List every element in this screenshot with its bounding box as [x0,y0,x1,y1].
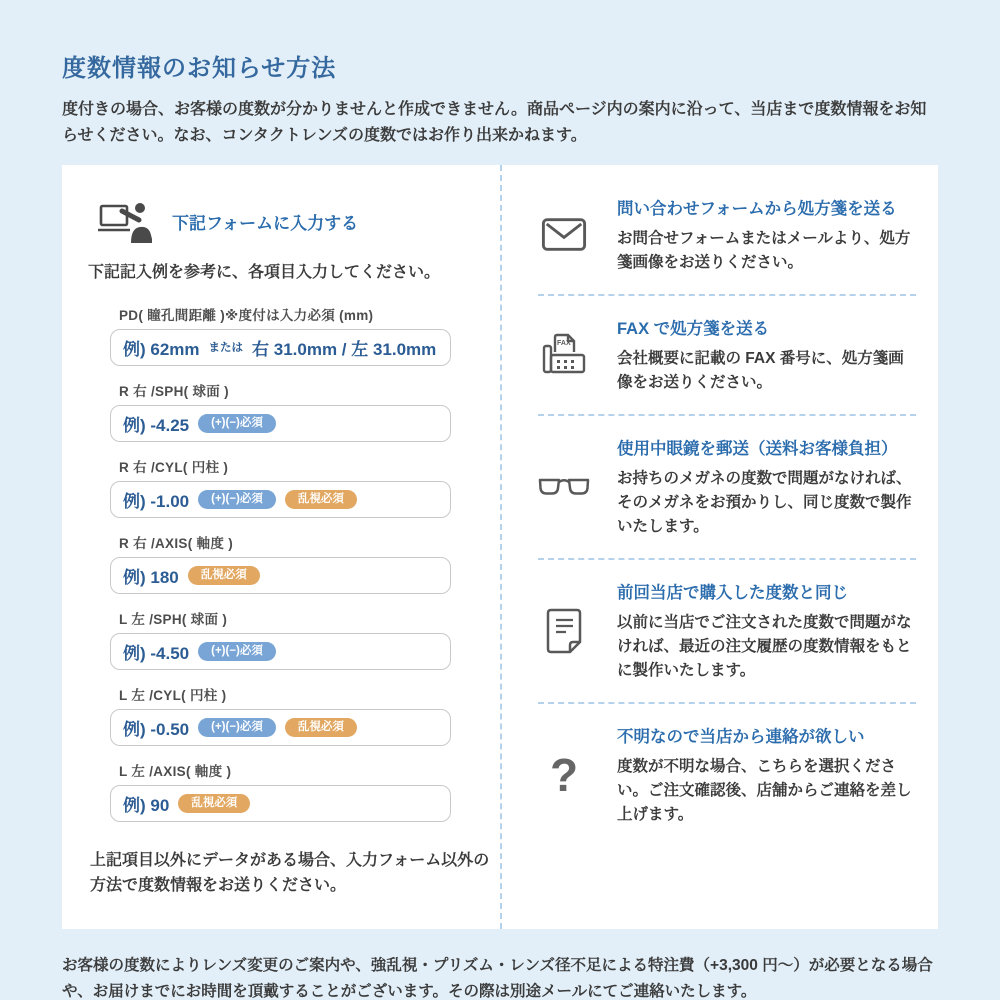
method-title: 不明なので当店から連絡が欲しい [617,727,865,746]
l-cyl-example-box [110,709,451,746]
methods-card [62,165,938,929]
fax-icon [538,332,590,378]
question-mark-icon [538,748,590,801]
method-title: 前回当店で購入した度数と同じ [617,583,848,602]
method-text [617,435,918,539]
field-label: R 右 /SPH( 球面 ) [119,383,229,399]
intro-text: 度付きの場合、お客様の度数が分かりませんと作成できません。商品ページ内の案内に沿って、当店まで度数情報をお知らせください。なお、コンタクトレンズの度数ではお作り出来かねます。 [62,101,927,144]
example-or-text: または [208,342,244,355]
dashed-divider [538,558,916,560]
form-column [62,165,500,929]
example-value: 例) -1.00 [123,491,190,511]
svg-text:FAX: FAX [557,339,571,347]
l-axis-example-box [110,785,451,822]
form-instruction: 下記記入例を参考に、各項目入力してください。 [88,263,441,281]
method-description: 度数が不明な場合、こちらを選択ください。ご注文確認後、店舗からご連絡を差し上げます。 [617,757,912,823]
method-text [617,195,918,275]
method-text [617,579,918,683]
field-group-l-axis [110,760,451,822]
field-label: L 左 /SPH( 球面 ) [119,611,228,627]
dashed-divider [538,294,916,296]
r-axis-example-box [110,557,451,594]
method-mail-glasses [538,435,918,539]
question-mark-glyph: ? [549,748,579,801]
document-icon [538,607,590,655]
plus-minus-required-badge: (+)(−)必須 [198,490,276,510]
method-contact-me [538,723,918,827]
r-cyl-example-box [110,481,451,518]
example-value: 例) 62mm [123,339,200,359]
example-value: 例) -4.50 [123,643,190,663]
example-value: 例) 180 [123,567,179,587]
plus-minus-required-badge: (+)(−)必須 [198,718,276,738]
method-text [617,315,918,395]
glasses-icon [538,476,590,498]
footer-note: お客様の度数によりレンズ変更のご案内や、強乱視・プリズム・レンズ径不足による特注費（+3,300 円～）が必要となる場合や、お届けまでにお時間を頂戴することがございます。その際は別途メールにてご連絡いたします。 [62,957,933,1000]
method-title: 問い合わせフォームから処方箋を送る [617,199,897,218]
page-title: 度数情報のお知らせ方法 [62,55,337,82]
method-previous-order [538,579,918,683]
field-label: PD( 瞳孔間距離 )※度付は入力必須 (mm) [119,307,374,323]
example-value: 右 31.0mm / 左 31.0mm [252,339,437,359]
field-label: L 左 /AXIS( 軸度 ) [119,763,232,779]
method-title: 使用中眼鏡を郵送（送料お客様負担） [617,439,898,458]
field-group-l-sph [110,608,451,670]
form-section-heading: 下記フォームに入力する [172,214,359,234]
person-at-computer-icon [98,201,152,243]
envelope-icon [538,217,590,252]
r-sph-example-box [110,405,451,442]
method-description: お問合せフォームまたはメールより、処方箋画像をお送りください。 [617,229,911,271]
l-sph-example-box [110,633,451,670]
method-title: FAX で処方箋を送る [617,319,770,338]
astigmatism-required-badge: 乱視必須 [285,718,357,738]
astigmatism-required-badge: 乱視必須 [285,490,357,510]
example-value: 例) -4.25 [123,415,190,435]
plus-minus-required-badge: (+)(−)必須 [198,414,276,434]
method-text [617,723,918,827]
field-group-pd [110,304,451,366]
field-group-r-sph [110,380,451,442]
field-label: R 右 /CYL( 円柱 ) [119,459,229,475]
field-label: L 左 /CYL( 円柱 ) [119,687,227,703]
form-note: 上記項目以外にデータがある場合、入力フォーム以外の方法で度数情報をお送りください。 [90,851,490,895]
method-description: 以前に当店でご注文された度数で問題がなければ、最近の注文履歴の度数情報をもとに製作いたします。 [617,613,912,679]
method-fax [538,315,918,395]
field-group-r-cyl [110,456,451,518]
field-label: R 右 /AXIS( 軸度 ) [119,535,234,551]
astigmatism-required-badge: 乱視必須 [188,566,260,586]
field-group-r-axis [110,532,451,594]
example-value: 例) -0.50 [123,719,190,739]
alternative-methods-column [500,165,938,929]
method-contact-form [538,195,918,275]
field-group-l-cyl [110,684,451,746]
method-description: お持ちのメガネの度数で問題がなければ、そのメガネをお預かりし、同じ度数で製作いたします。 [617,469,912,535]
astigmatism-required-badge: 乱視必須 [178,794,250,814]
pd-example-box [110,329,451,366]
form-section-header [98,201,490,243]
example-value: 例) 90 [123,795,170,815]
dashed-divider [538,702,916,704]
plus-minus-required-badge: (+)(−)必須 [198,642,276,662]
method-description: 会社概要に記載の FAX 番号に、処方箋画像をお送りください。 [617,349,904,391]
form-example-fields [110,304,451,822]
dashed-divider [538,414,916,416]
